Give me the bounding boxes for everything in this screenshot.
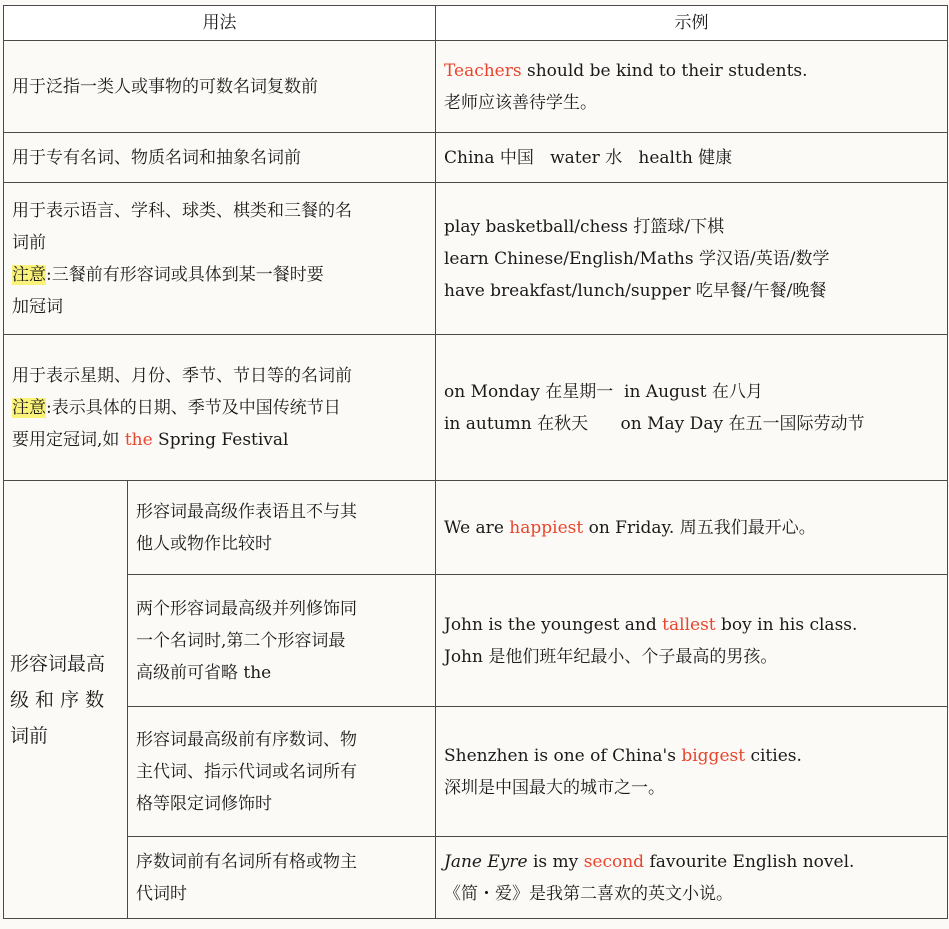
table-row bbox=[4, 183, 948, 335]
example-line: 深圳是中国最大的城市之一。 bbox=[444, 777, 665, 798]
example-text: on Friday. 周五我们最开心。 bbox=[583, 517, 816, 538]
table-row bbox=[4, 335, 948, 481]
usage-cell bbox=[4, 41, 436, 133]
usage-text: 他人或物作比较时 bbox=[136, 533, 272, 554]
example-line: in autumn 在秋天 on May Day 在五一国际劳动节 bbox=[444, 413, 865, 434]
highlight-word: Teachers bbox=[444, 60, 522, 81]
header-usage: 用法 bbox=[4, 6, 436, 41]
usage-text bbox=[12, 259, 427, 291]
usage-cell bbox=[128, 481, 436, 575]
usage-text: 一个名词时,第二个形容词最 bbox=[136, 630, 346, 651]
example-line: China 中国 water 水 health 健康 bbox=[444, 147, 733, 168]
table-row bbox=[4, 481, 948, 575]
example-text: is my bbox=[527, 851, 584, 872]
example-text: cities. bbox=[745, 745, 802, 766]
usage-cell bbox=[128, 707, 436, 837]
usage-text: 代词时 bbox=[136, 883, 187, 904]
usage-text: 用于表示星期、月份、季节、节日等的名词前 bbox=[12, 365, 352, 386]
example-line: 老师应该善待学生。 bbox=[444, 92, 597, 113]
table-row bbox=[4, 837, 948, 919]
usage-text bbox=[12, 392, 427, 424]
category-cell bbox=[4, 481, 128, 919]
usage-cell bbox=[128, 575, 436, 707]
usage-text: 形容词最高级作表语且不与其 bbox=[136, 501, 357, 522]
category-text: 词前 bbox=[10, 724, 49, 747]
example-text: Shenzhen is one of China's bbox=[444, 745, 682, 766]
usage-text-part: Spring Festival bbox=[152, 429, 289, 450]
example-cell bbox=[436, 335, 948, 481]
example-line bbox=[444, 846, 939, 878]
usage-cell bbox=[4, 183, 436, 335]
table-row bbox=[4, 707, 948, 837]
highlight-word: happiest bbox=[509, 517, 584, 538]
header-row bbox=[4, 6, 948, 41]
example-cell bbox=[436, 837, 948, 919]
note-label: 注意 bbox=[12, 397, 46, 418]
usage-text: 两个形容词最高级并列修饰同 bbox=[136, 598, 357, 619]
note-text: :表示具体的日期、季节及中国传统节日 bbox=[46, 397, 341, 418]
example-cell bbox=[436, 575, 948, 707]
example-text: We are bbox=[444, 517, 510, 538]
category-text: 级 和 序 数 bbox=[10, 688, 105, 711]
example-line: learn Chinese/English/Maths 学汉语/英语/数学 bbox=[444, 248, 830, 269]
example-text: should be kind to their students. bbox=[521, 60, 808, 81]
usage-text: 序数词前有名词所有格或物主 bbox=[136, 851, 357, 872]
example-line bbox=[444, 609, 939, 641]
usage-text bbox=[12, 424, 427, 456]
example-cell bbox=[436, 707, 948, 837]
grammar-table-container bbox=[3, 5, 948, 919]
table-row bbox=[4, 133, 948, 183]
usage-text: 词前 bbox=[12, 232, 46, 253]
example-cell bbox=[436, 183, 948, 335]
note-label: 注意 bbox=[12, 264, 46, 285]
example-line: John 是他们班年纪最小、个子最高的男孩。 bbox=[444, 646, 778, 667]
example-line bbox=[444, 512, 939, 544]
example-line: play basketball/chess 打篮球/下棋 bbox=[444, 216, 725, 237]
note-text: :三餐前有形容词或具体到某一餐时要 bbox=[46, 264, 324, 285]
highlight-word: tallest bbox=[662, 614, 716, 635]
example-text: boy in his class. bbox=[715, 614, 858, 635]
example-cell bbox=[436, 133, 948, 183]
example-line: on Monday 在星期一 in August 在八月 bbox=[444, 381, 763, 402]
usage-cell bbox=[4, 335, 436, 481]
example-line bbox=[444, 740, 939, 772]
usage-cell bbox=[128, 837, 436, 919]
usage-text: 加冠词 bbox=[12, 296, 63, 317]
example-cell bbox=[436, 41, 948, 133]
usage-text: 用于专有名词、物质名词和抽象名词前 bbox=[12, 147, 301, 168]
usage-text: 主代词、指示代词或名词所有 bbox=[136, 761, 357, 782]
header-example: 示例 bbox=[436, 6, 948, 41]
example-line: have breakfast/lunch/supper 吃早餐/午餐/晚餐 bbox=[444, 280, 827, 301]
usage-text: 用于表示语言、学科、球类、棋类和三餐的名 bbox=[12, 200, 352, 221]
usage-text: 格等限定词修饰时 bbox=[136, 793, 272, 814]
usage-text-part: 要用定冠词,如 bbox=[12, 429, 125, 450]
table-row bbox=[4, 575, 948, 707]
usage-text: 高级前可省略 the bbox=[136, 662, 272, 683]
highlight-word: the bbox=[124, 429, 153, 450]
highlight-word: second bbox=[583, 851, 645, 872]
table-row bbox=[4, 41, 948, 133]
example-text: favourite English novel. bbox=[644, 851, 855, 872]
example-line: 《简・爱》是我第二喜欢的英文小说。 bbox=[444, 883, 733, 904]
usage-text: 用于泛指一类人或事物的可数名词复数前 bbox=[12, 76, 318, 97]
highlight-word: biggest bbox=[681, 745, 746, 766]
book-title: Jane Eyre bbox=[444, 851, 528, 872]
grammar-table bbox=[3, 5, 948, 919]
example-line bbox=[444, 55, 939, 87]
usage-cell bbox=[4, 133, 436, 183]
example-cell bbox=[436, 481, 948, 575]
category-text: 形容词最高 bbox=[10, 652, 106, 675]
example-text: John is the youngest and bbox=[444, 614, 663, 635]
usage-text: 形容词最高级前有序数词、物 bbox=[136, 729, 357, 750]
